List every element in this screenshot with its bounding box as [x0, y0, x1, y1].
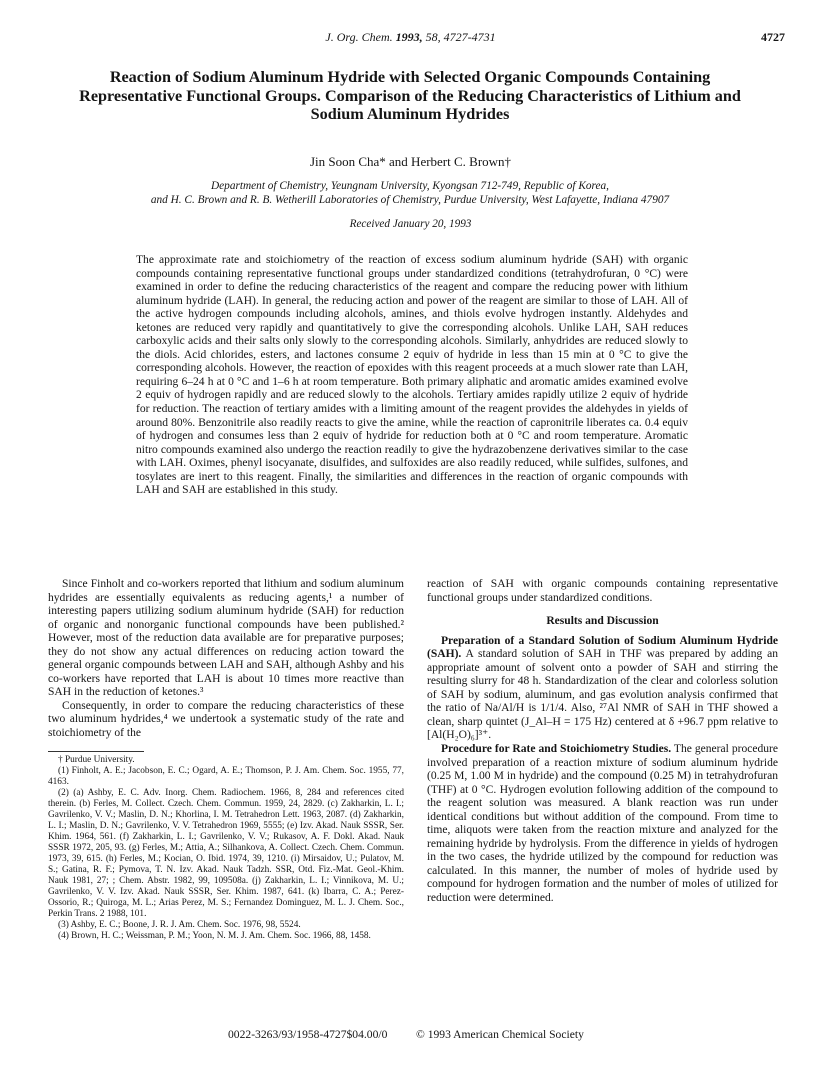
- affiliations: [40, 180, 780, 207]
- footnote-affiliation: † Purdue University.: [58, 754, 135, 765]
- right-column: [427, 578, 778, 906]
- copyright-notice: © 1993 American Chemical Society: [416, 1028, 584, 1041]
- journal-name: J. Org. Chem.: [325, 30, 393, 44]
- preparation-text: A standard solution of SAH in THF was prepared by adding an appropriate amount of solvent onto a powder of SAH and stirring the resulting slurry for 48 h. Standardization of the clear and colorless solution of SAH by sodium, aluminum, and gas evolution analysis confirmed that the ratio of Na/Al/H is 1/1/4. Also, ²⁷Al NMR of SAH in THF showed a clean, sharp quintet (J_Al–H = 175 Hz) centered at δ +96.7 ppm relative to [Al(H₂O)₆]³⁺.: [427, 648, 779, 742]
- procedure-paragraph: [427, 743, 778, 906]
- page-number: 4727: [761, 30, 785, 44]
- procedure-runin-heading: Procedure for Rate and Stoichiometry Studies.: [441, 743, 672, 756]
- journal-pages: 4727-4731: [443, 30, 496, 44]
- abstract: The approximate rate and stoichiometry of the reaction of excess sodium aluminum hydride (SAH) with organic compounds containing representative functional groups under standardized conditions (tetrahydrofuran, 0 °C) were examined in order to define the reducing characteristics of the reagent and compare the reducing power with lithium aluminum hydride (LAH). In general, the reducing action and power of the reagent are similar to those of LAH. All of the active hydrogen compounds including alcohols, amines, and thiols evolve hydrogen instantly. Aldehydes and ketones are reduced very rapidly and quantitatively to give the corresponding alcohols. Unlike LAH, SAH reduces carboxylic acids and their salts only slowly to the corresponding alcohols. Similarly, anhydrides are reduced slowly to the diols. Acid chlorides, esters, and lactones consume 2 equiv of hydride in less than 15 min at 0 °C to give the corresponding alcohols. However, the reaction of epoxides with this reagent proceeds at a much slower rate than LAH, requiring 6–24 h at 0 °C and 1–6 h at room temperature. Both primary aliphatic and aromatic amides examined evolve 2 equiv of hydrogen rapidly and are reduced slowly to the alcohols. Tertiary amides rapidly utilize 2 equiv of hydride for reduction. The reaction of tertiary amides with a limiting amount of the reagent provides the aldehydes in yields of around 80%. Benzonitrile also readily reacts to give the amine, while the reaction of capronitrile liberates ca. 0.4 equiv of hydrogen and consumes less than 2 equiv of hydride for reduction both at 0 °C and room temperature. Aromatic nitro compounds examined also undergo the reaction readily to give the hydrazobenzene derivatives similar to the case with LAH. Oximes, phenyl isocyanate, disulfides, and sulfoxides are also readily reduced, while sulfides, sulfones, and tosylates are inert to this reagent. Finally, the similarities and differences in the reaction of organic compounds with LAH and SAH are established in this study.: [136, 254, 688, 497]
- article-code: 0022-3263/93/1958-4727$04.00/0: [228, 1028, 388, 1041]
- footnote-4: (4) Brown, H. C.; Weissman, P. M.; Yoon, N. M. J. Am. Chem. Soc. 1966, 88, 1458.: [58, 930, 371, 941]
- article-title: Reaction of Sodium Aluminum Hydride with Selected Organic Compounds Containing Representative Functional Groups. Comparison of the Reducing Characteristics of Lithium and Sodium Aluminum Hydrides: [79, 68, 741, 123]
- footnote-rule: [48, 751, 144, 752]
- intro-paragraph-2: Consequently, in order to compare the reducing characteristics of these two aluminum hydrides,⁴ we undertook a systematic study of the rate and stoichiometry of the: [48, 699, 404, 740]
- received-date: Received January 20, 1993: [349, 218, 472, 230]
- footnote-3: (3) Ashby, E. C.; Boone, J. R. J. Am. Chem. Soc. 1976, 98, 5524.: [58, 919, 301, 930]
- section-heading: Results and Discussion: [546, 615, 659, 628]
- procedure-text: The general procedure involved preparation of a reaction mixture of sodium aluminum hydride (0.25 M, 1.00 M in hydride) and the compound (0.25 M) in tetrahydrofuran (THF) at 0 °C. Hydrogen evolution following addition of the compound to the reagent solution was measured. A blank reaction was run under identical conditions but without addition of the compound. From time to time, aliquots were taken from the reaction mixture and analyzed for the remaining hydride by hydrolysis. From the difference in yields of hydrogen in the two cases, the hydride utilized by the compound for reduction was calculated. In this manner, the number of moles of hydride used by compound for hydrogen formation and the number of moles of utilized for reduction were determined.: [427, 743, 778, 905]
- author-list: Jin Soon Cha* and Herbert C. Brown†: [309, 154, 512, 169]
- preparation-runin-heading: Preparation of a Standard Solution of Sodium Aluminum Hydride (SAH).: [427, 634, 778, 661]
- intro-paragraph-1: Since Finholt and co-workers reported that lithium and sodium aluminum hydrides are essentially equivalents as reducing agents,¹ a number of interesting papers utilizing sodium aluminum hydride (SAH) for reduction of organic and nonorganic functional compounds have been published.² However, most of the reduction data available are for preparative purposes; they do not show any actual differences on reducing action toward the general organic compounds between LAH and SAH, although Ashby and his co-workers have reported that LAH is about 10 times more reactive than SAH in the reduction of ketones.³: [48, 578, 404, 699]
- journal-year: 1993,: [395, 30, 423, 44]
- journal-volume: 58,: [425, 30, 441, 44]
- footnote-2: (2) (a) Ashby, E. C. Adv. Inorg. Chem. Radiochem. 1966, 8, 284 and references cited therein. (b) Ferles, M. Collect. Czech. Chem. Commun. 1959, 24, 2829. (c) Zakharkin, L. I.; Gavrilenko, V. V.; Maslin, D. N.; Khorlina, I. M. Tetrahedron Lett. 1963, 2087. (d) Zakharkin, L. I.; Maslin, D. N.; Gavrilenko, V. V. Tetrahedron 1969, 5555; (e) Izv. Akad. Nauk SSSR, Ser. Khim. 1964, 561. (f) Zakharkin, L. I.; Gavrilenko, V. V.; Rukasov, A. F. Dokl. Akad. Nauk SSSR 1972, 205, 93. (g) Ferles, M.; Attia, A.; Silhankova, A. Collect. Czech. Chem. Commun. 1973, 39, 615. (h) Ferles, M.; Kocian, O. Ibid. 1974, 39, 1210. (i) Mirsaidov, U.; Pulatov, M. S.; Gatina, R. F.; Pymova, T. N. Izv. Akad. Nauk Tadzh. SSR, Otd. Fiz.-Mat. Geol.-Khim. Nauk 1981, 27; ; Chem. Abstr. 1982, 99, 109508a. (j) Zakharkin, L. I.; Vinnikova, M. U.; Gavrilenko, V. V. Izv. Akad. Nauk SSSR, Ser. Khim. 1987, 641. (k) Ibarra, C. A.; Perez-Ossorio, R.; Quiroga, M. L.; Arias Perez, M. S.; Fernandez Dominguez, M. L. J. Chem. Soc., Perkin Trans. 2 1988, 101.: [48, 787, 404, 919]
- intro-continuation: reaction of SAH with organic compounds containing representative functional groups under standardized conditions.: [427, 578, 778, 604]
- preparation-paragraph: [427, 635, 778, 743]
- affiliation-2: and H. C. Brown and R. B. Wetherill Laboratories of Chemistry, Purdue University, West Lafayette, Indiana 47907: [150, 193, 670, 206]
- affiliation-1: Department of Chemistry, Yeungnam University, Kyongsan 712-749, Republic of Korea,: [211, 180, 609, 192]
- footnote-1: (1) Finholt, A. E.; Jacobson, E. C.; Ogard, A. E.; Thomson, P. J. Am. Chem. Soc. 1955, 77, 4163.: [48, 765, 404, 787]
- left-column: [48, 578, 404, 942]
- footnotes: [48, 755, 404, 942]
- journal-citation: [0, 30, 821, 45]
